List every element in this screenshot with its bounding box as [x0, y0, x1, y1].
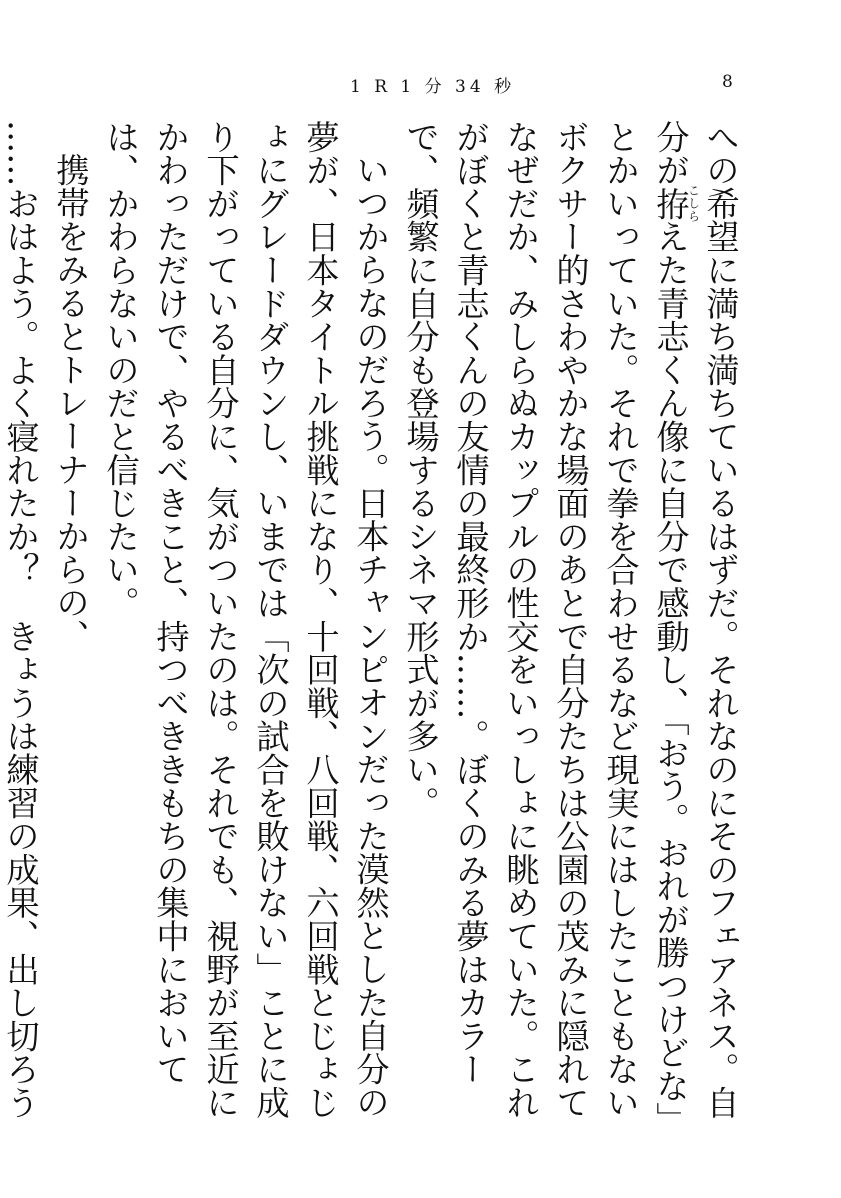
ruby-base: 拵: [651, 183, 690, 223]
page-number: 8: [722, 72, 733, 92]
paragraph-3: 携帯をみるとトレーナーからの、: [51, 153, 90, 653]
ruby-reading: こしら: [686, 183, 701, 223]
paragraph-1: [395, 120, 745, 1120]
paragraph-1-text-b: えた青志くん像に自分で感動し、「おう。おれが勝つけどな」とかいっていた。それで拳を合わせるなど現実にはしたこともないボクサー的さわやかな場面のあとで自分たちは公園の茂みに隠れてなぜだか、みしらぬカップルの性交をいっしょに眺めていた。これがぼくと青志くんの友情の最終形か……。ぼくのみる夢はカラーで、頻繁に自分も登場するシネマ形式が多い。: [401, 120, 690, 1120]
paragraph-4: ……おはよう。よく寝れたか？ きょうは練習の成果、出し切ろう: [1, 120, 40, 1119]
paragraph-1-text-a: への希望に満ち満ちているはずだ。それなのにそのフェアネス。自分が: [651, 120, 740, 1119]
ruby-koshira: [651, 183, 701, 223]
body-text: [1, 120, 745, 1120]
paragraph-2: いつからなのだろう。日本チャンピオンだった漠然とした自分の夢が、日本タイトル挑戦になり、十回戦、八回戦、六回戦とじょじょにグレードダウンし、いまでは「次の試合を敗けない」ことに成り下がっている自分に、気がついたのは。それでも、視野が至近にかわっただけで、やるべきこと、持つべききもちの集中においては、かわらないのだと信じたい。: [101, 120, 390, 1119]
running-head: 1 R 1 分 34 秒: [350, 77, 516, 97]
